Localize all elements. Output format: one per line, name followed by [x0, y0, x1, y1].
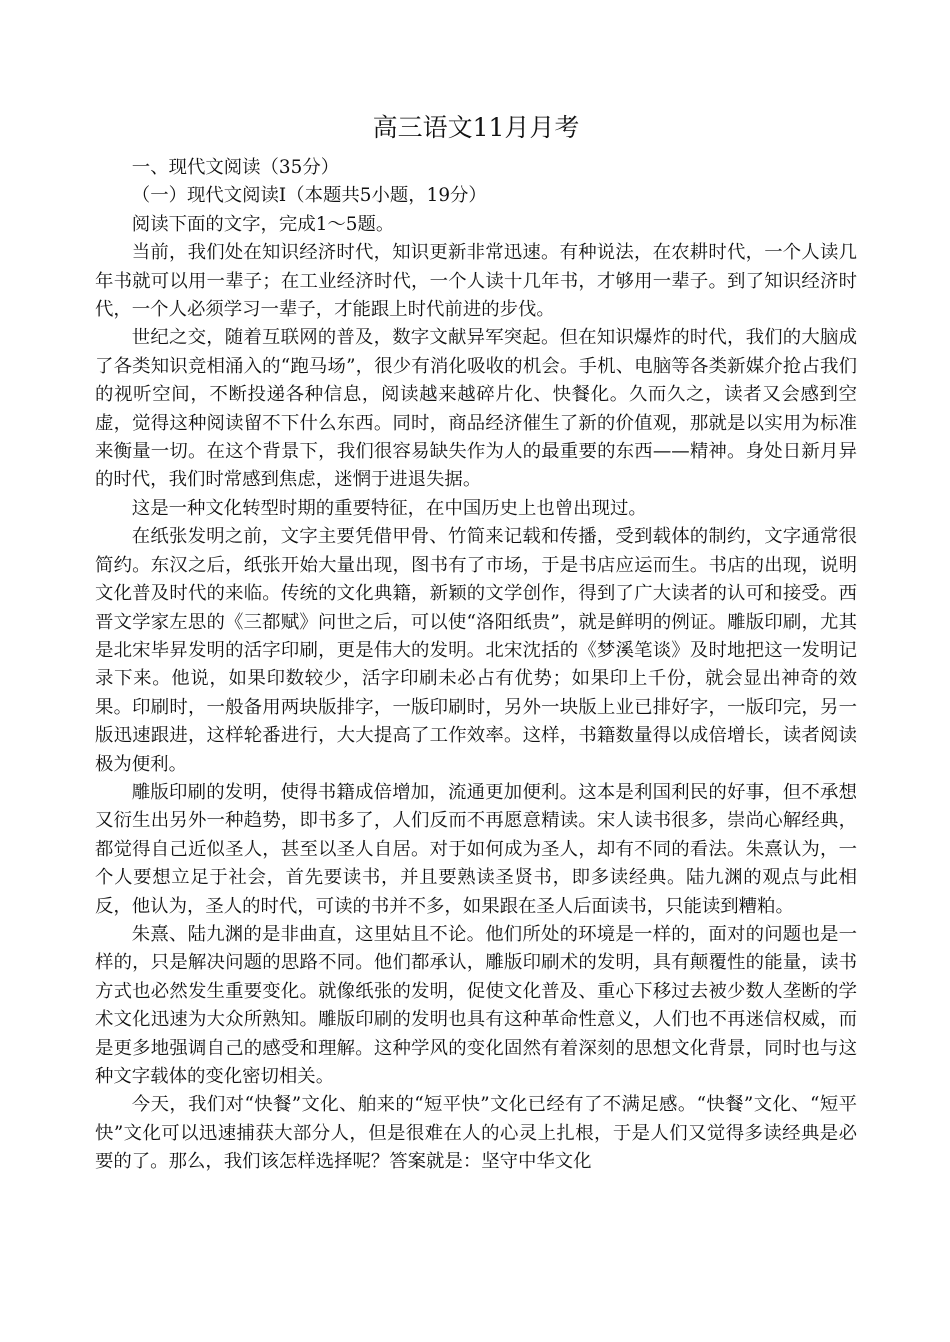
- passage-paragraph: 雕版印刷的发明，使得书籍成倍增加，流通更加便利。这本是利国利民的好事，但不承想又衍生出另外一种趋势，即书多了，人们反而不再愿意精读。宋人读书很多，崇尚心解经典，都觉得自己近似圣人，甚至以圣人自居。对于如何成为圣人，却有不同的看法。朱熹认为，一个人要想立足于社会，首先要读书，并且要熟读圣贤书，即多读经典。陆九渊的观点与此相反，他认为，圣人的时代，可读的书并不多，如果跟在圣人后面读书，只能读到糟粕。: [95, 781, 857, 917]
- section-heading: 一、现代文阅读（35分）: [131, 157, 340, 178]
- passage-paragraph: 在纸张发明之前，文字主要凭借甲骨、竹简来记载和传播，受到载体的制约，文字通常很简约。东汉之后，纸张开始大量出现，图书有了市场，于是书店应运而生。书店的出现，说明文化普及时代的来临。传统的文化典籍，新颖的文学创作，得到了广大读者的认可和接受。西晋文学家左思的《三都赋》问世之后，可以使“洛阳纸贵”，就是鲜明的例证。雕版印刷，尤其是北宋毕昇发明的活字印刷，更是伟大的发明。北宋沈括的《梦溪笔谈》及时地把这一发明记录下来。他说，如果印数较少，活字印刷未必占有优势；如果印上千份，就会显出神奇的效果。印刷时，一般备用两块版排字，一版印刷时，另外一块版上业已排好字，一版印完，另一版迅速跟进，这样轮番进行，大大提高了工作效率。这样，书籍数量得以成倍增长，读者阅读极为便利。: [95, 526, 857, 775]
- passage-paragraph: 当前，我们处在知识经济时代，知识更新非常迅速。有种说法，在农耕时代，一个人读几年书就可以用一辈子；在工业经济时代，一个人读十几年书，才够用一辈子。到了知识经济时代，一个人必须学习一辈子，才能跟上时代前进的步伐。: [95, 242, 857, 321]
- subsection-heading: （一）现代文阅读Ⅰ（本题共5小题，19分）: [131, 185, 487, 207]
- reading-passage: [95, 154, 857, 1177]
- instruction-text: 阅读下面的文字，完成1～5题。: [131, 213, 395, 235]
- exam-title: 高三语文11月月考: [372, 113, 580, 142]
- passage-paragraph: 今天，我们对“快餐”文化、舶来的“短平快”文化已经有了不满足感。“快餐”文化、“短平快”文化可以迅速捕获大部分人，但是很难在人的心灵上扎根，于是人们又觉得多读经典是必要的了。那么，我们该怎样选择呢？答案就是：坚守中华文化: [95, 1094, 857, 1173]
- passage-paragraph: 这是一种文化转型时期的重要特征，在中国历史上也曾出现过。: [131, 497, 647, 519]
- passage-paragraph: 朱熹、陆九渊的是非曲直，这里姑且不论。他们所处的环境是一样的，面对的问题也是一样的，只是解决问题的思路不同。他们都承认，雕版印刷术的发明，具有颠覆性的能量，读书方式也必然发生重要变化。就像纸张的发明，促使文化普及、重心下移过去被少数人垄断的学术文化迅速为大众所熟知。雕版印刷的发明也具有这种革命性意义，人们也不再迷信权威，而是更多地强调自己的感受和理解。这种学风的变化固然有着深刻的思想文化背景，同时也与这种文字载体的变化密切相关。: [95, 923, 857, 1087]
- passage-paragraph: 世纪之交，随着互联网的普及，数字文献异军突起。但在知识爆炸的时代，我们的大脑成了各类知识竞相涌入的“跑马场”，很少有消化吸收的机会。手机、电脑等各类新媒介抢占我们的视听空间，不断投递各种信息，阅读越来越碎片化、快餐化。久而久之，读者又会感到空虚，觉得这种阅读留不下什么东西。同时，商品经济催生了新的价值观，那就是以实用为标准来衡量一切。在这个背景下，我们很容易缺失作为人的最重要的东西——精神。身处日新月异的时代，我们时常感到焦虑，迷惘于进退失据。: [95, 327, 857, 491]
